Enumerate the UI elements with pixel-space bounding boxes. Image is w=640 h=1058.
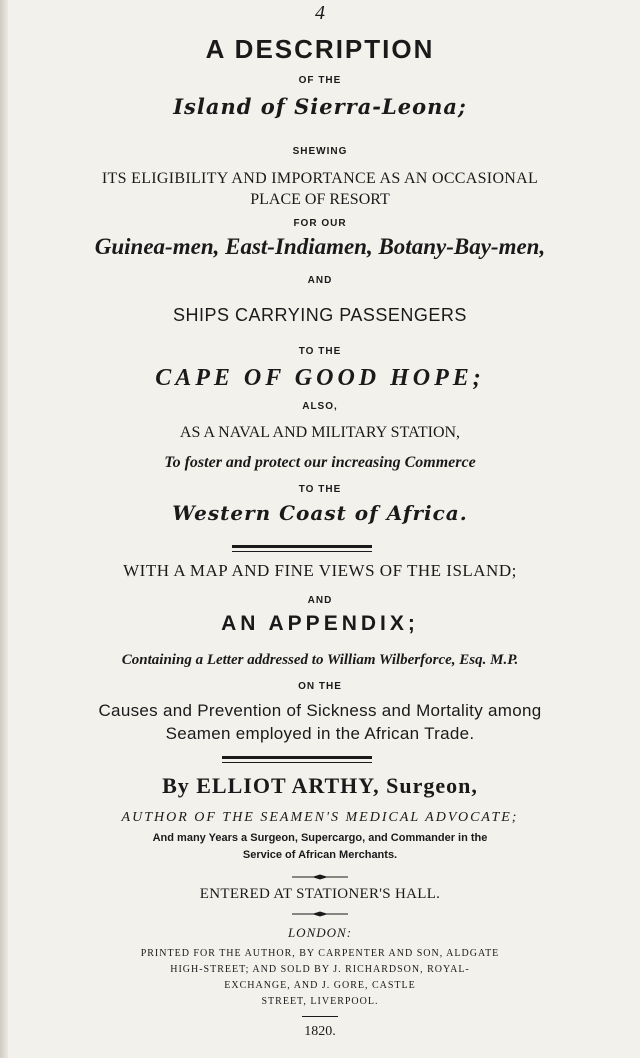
years-line-1: And many Years a Surgeon, Supercargo, and Commander in the — [152, 832, 488, 844]
double-rule-upper-1 — [232, 545, 372, 548]
london-label: LONDON: — [287, 925, 353, 940]
ornament-dash-1 — [290, 873, 350, 881]
year-line: 1820. — [304, 1024, 336, 1039]
for-our-label: FOR OUR — [293, 218, 347, 229]
causes-line-2: Seamen employed in the African Trade. — [165, 724, 475, 743]
appendix-heading: AN APPENDIX; — [221, 612, 419, 635]
eligibility-line-1: ITS ELIGIBILITY AND IMPORTANCE AS AN OCCASIONAL — [101, 170, 539, 187]
double-rule-upper-2 — [232, 551, 372, 552]
containing-line: Containing a Letter addressed to William Wilberforce, Esq. M.P. — [121, 652, 519, 668]
title-heading: A DESCRIPTION — [205, 34, 435, 64]
on-the-label: ON THE — [298, 681, 342, 692]
and-label-1: AND — [307, 275, 333, 286]
causes-line-1: Causes and Prevention of Sickness and Mortality among — [98, 701, 542, 720]
island-heading: Island of Sierra-Leona; — [173, 94, 467, 119]
year-rule — [302, 1016, 338, 1017]
ships-passengers-line: SHIPS CARRYING PASSENGERS — [173, 305, 467, 325]
folio-mark: 4 — [315, 2, 325, 24]
station-line: AS A NAVAL AND MILITARY STATION, — [179, 424, 461, 441]
years-line-2: Service of African Merchants. — [242, 849, 398, 861]
printed-line-3: EXCHANGE, AND J. GORE, CASTLE — [224, 980, 416, 991]
also-label: ALSO, — [302, 401, 338, 412]
printed-line-1: PRINTED FOR THE AUTHOR, BY CARPENTER AND SON, ALDGATE — [140, 948, 500, 959]
map-line: WITH A MAP AND FINE VIEWS OF THE ISLAND; — [123, 561, 517, 580]
to-the-label-1: TO THE — [298, 346, 342, 357]
entered-line: ENTERED AT STATIONER'S HALL. — [199, 886, 441, 902]
shewing-label: SHEWING — [292, 146, 348, 157]
ornament-dash-2 — [290, 910, 350, 918]
coast-heading: Western Coast of Africa. — [172, 501, 468, 525]
foster-line: To foster and protect our increasing Commerce — [164, 454, 476, 471]
of-the-label: OF THE — [298, 75, 342, 86]
double-rule-lower-1 — [222, 756, 372, 759]
cape-heading: CAPE OF GOOD HOPE; — [155, 365, 485, 391]
and-label-2: AND — [307, 595, 333, 606]
printed-line-2: HIGH-STREET; AND SOLD BY J. RICHARDSON, ROYAL- — [170, 964, 470, 975]
ships-types-line: Guinea-men, East-Indiamen, Botany-Bay-men, — [94, 234, 546, 259]
double-rule-lower-2 — [222, 762, 372, 763]
author-line: By ELLIOT ARTHY, Surgeon, — [162, 773, 478, 798]
printed-line-4: STREET, LIVERPOOL. — [261, 996, 379, 1007]
to-the-label-2: TO THE — [298, 484, 342, 495]
author-of-line: AUTHOR OF THE SEAMEN'S MEDICAL ADVOCATE; — [121, 810, 519, 825]
eligibility-line-2: PLACE OF RESORT — [250, 191, 390, 208]
